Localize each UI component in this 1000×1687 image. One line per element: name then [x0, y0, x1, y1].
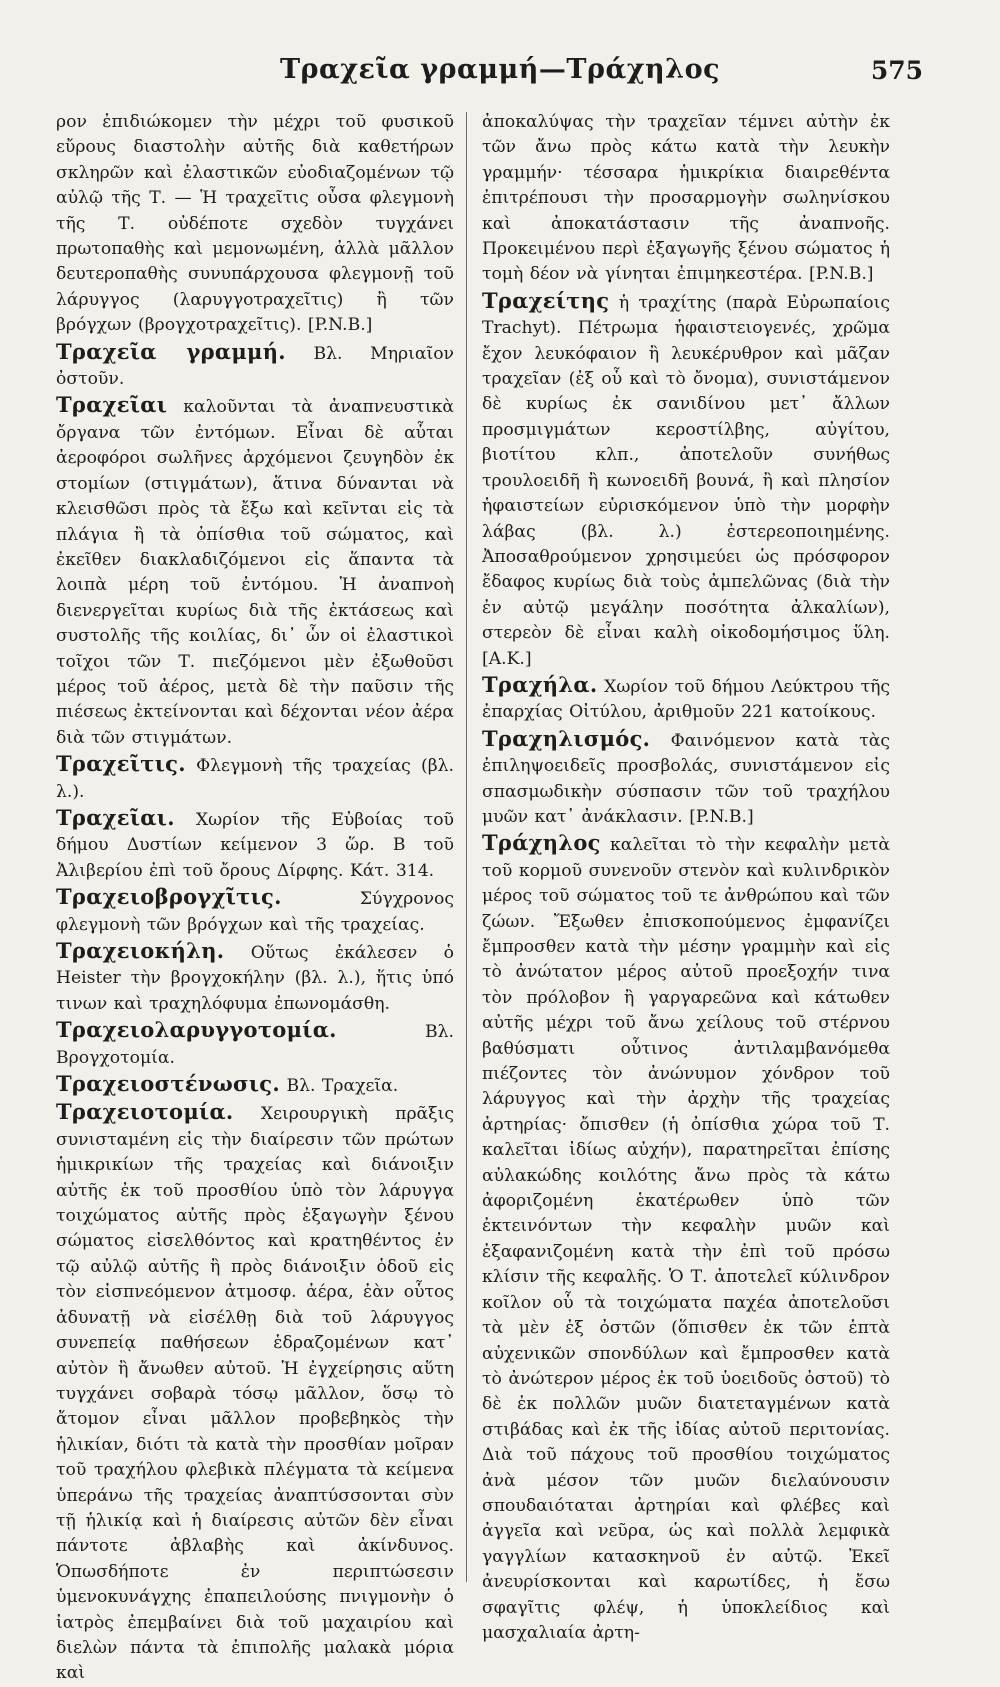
right-column — [482, 110, 891, 1643]
entry-text: καλοῦνται τὰ ἀναπνευστικὰ ὄργανα τῶν ἐντόμων. Εἶναι δὲ αὗται ἀεροφόροι σωλῆνες ἀρχόμενοι ζευγηδὸν ἐκ στομίων (στιγμάτων), ἅτινα δύνανται νὰ κλεισθῶσι πρὸς τὰ ἔξω καὶ κεῖνται εἰς τὰ πλάγια ἢ τὰ ὀπίσθια τοῦ σώματος, καὶ ἐκεῖθεν διακλαδιζόμενοι εἰς ἅπαντα τὰ λοιπὰ μέρη τοῦ ἐντόμου. Ἡ ἀναπνοὴ διενεργεῖται κυρίως διὰ τῆς ἐκτάσεως καὶ συστολῆς τῆς κοιλίας, δι᾽ ὧν οἱ ἐλαστικοὶ τοῖχοι τῶν Τ. πιεζόμενοι μὲν ἐξωθοῦσι μέρος τοῦ ἀέρος, μετὰ δὲ τὴν παῦσιν τῆς πιέσεως ἐκτείνονται καὶ δέχονται νέον ἀέρα διὰ τῶν στιγμάτων. — [56, 397, 454, 748]
dictionary-entry — [482, 726, 890, 831]
entry-headword: Τραχείτης — [482, 287, 610, 313]
entry-headword: Τραχεῖτις. — [56, 751, 186, 777]
entry-headword: Τραχειοστένωσις. — [56, 1071, 280, 1097]
dictionary-entry — [482, 672, 890, 726]
entry-headword: Τραχειολαρυγγοτομία. — [56, 1017, 337, 1043]
dictionary-entry — [56, 110, 454, 339]
entry-text: Χωρίον τῆς Εὐβοίας τοῦ δήμου Δυστίων κείμενον 3 ὥρ. Β τοῦ Ἀλιβερίου ἐπὶ τοῦ ὄρους Δίρφης. Κάτ. 314. — [56, 809, 454, 881]
page-number: 575 — [870, 56, 923, 85]
entry-headword: Τραχειοτομία. — [56, 1099, 234, 1125]
entry-text: Οὕτως ἐκάλεσεν ὁ Heister τὴν βρογχοκήλην (βλ. λ.), ἥτις ὑπό τινων καὶ τραχηλόφυμα ἐπωνομάσθη. — [56, 943, 454, 1014]
entry-headword: Τραχηλισμός. — [482, 725, 651, 751]
entry-text: ἀποκαλύψας τὴν τραχεῖαν τέμνει αὐτὴν ἐκ τῶν ἄνω πρὸς κάτω κατὰ τὴν λευκὴν γραμμήν· τέσσαρα ἡμικρίκια διαιρεθέντα ἐπιτρέπουσι τὴν προσαρμογὴν σωληνίσκου καὶ ἀποκατάστασιν τῆς ἀναπνοῆς. Προκειμένου περὶ ἐξαγωγῆς ξένου σώματος ἡ τομὴ δέον νὰ γίνηται ἐπιμηκεστέρα. [P.N.B.] — [482, 112, 890, 285]
entry-text: Φαινόμενον κατὰ τὰς ἐπιληψοειδεῖς προσβολάς, συνιστάμενον εἰς σπασμωδικὴν σύσπασιν τῶν τοῦ τραχήλου μυῶν κατ᾽ ἀνάκλασιν. [P.N.B.] — [482, 730, 891, 827]
entry-text: Φλεγμονὴ τῆς τραχείας (βλ. λ.). — [56, 756, 454, 802]
entry-text: ρον ἐπιδιώκομεν τὴν μέχρι τοῦ φυσικοῦ εὔρους διαστολὴν αὐτῆς διὰ καθετήρων σκληρῶν καὶ ἐλαστικῶν εὐοδιαζομένων τῷ αὐλῷ τῆς Τ. — Ἡ τραχεῖτις οὖσα φλεγμονὴ τῆς Τ. οὐδέποτε σχεδὸν τυγχάνει πρωτοπαθὴς καὶ μεμονωμένη, ἀλλὰ μᾶλλον δευτεροπαθὴς συνυπάρχουσα φλεγμονῇ τοῦ λάρυγγος (λαρυγγοτραχεῖτις) ἢ τῶν βρόγχων (βρογχοτραχεῖτις). [P.N.B.] — [56, 112, 454, 336]
entry-text: καλεῖται τὸ τὴν κεφαλὴν μετὰ τοῦ κορμοῦ συνενοῦν στενὸν καὶ κυλινδρικὸν μέρος τοῦ σώματος τοῦ τε ἀνθρώπου καὶ τῶν ζώων. Ἔξωθεν ἐπισκοπούμενος ἐμφανίζει ἔμπροσθεν κατὰ τὴν μέσην γραμμὴν καὶ εἰς τὸ ἀνώτατον μέρος αὐτοῦ προεξοχήν τινα τὸν πρόλοβον ἢ γαργαρεῶνα καὶ κάτωθεν αὐτῆς μέχρι τοῦ ἄνω χείλους τοῦ στέρνου βαθύσματι οὗτινος ἀντιλαμβανόμεθα πιέζοντες τὸν ἀνώνυμον χόνδρον τοῦ λάρυγγος καὶ τὴν ἀρχὴν τῆς τραχείας ἀρτηρίας· ὄπισθεν (ἡ ὀπίσθια χώρα τοῦ Τ. καλεῖται ἰδίως αὐχήν), παρατηρεῖται ἐπίσης αὐλακώδης κοιλότης ἄνω πρὸς τὰ κάτω ἀφοριζομένη ἑκατέρωθεν ὑπὸ τῶν ἐκτεινόντων τὴν κεφαλὴν μυῶν καὶ ἐξαφανιζομένη κατὰ τὴν ἐπὶ τοῦ πρόσω κλίσιν τῆς κεφαλῆς. Ὁ Τ. ἀποτελεῖ κύλινδρον κοῖλον οὗ τὰ τοιχώματα παχέα ἀποτελοῦσι τὰ μὲν ἐξ ὀστῶν (ὅπισθεν ἐκ τῶν ἑπτὰ αὐχενικῶν σπονδύλων καὶ ἔμπροσθεν κατὰ τὸ ἀνώτερον μέρος ἐκ τοῦ ὑοειδοῦς ὀστοῦ) τὸ δὲ ἐκ πολλῶν μυῶν διατεταγμένων κατὰ στιβάδας καὶ ἐκ τῆς ἰδίας αὐτοῦ περιτονίας. Διὰ τοῦ πάχους τοῦ προσθίου τοιχώματος ἀνὰ μέσον τῶν μυῶν διελαύνουσιν σπουδαιόταται ἀρτηρίαι καὶ φλέβες καὶ ἀγγεῖα καὶ νεῦρα, ὡς καὶ πολλὰ λεμφικὰ γαγγλίων κατασκηνοῦ ἐν αὐτῷ. Ἐκεῖ ἀνευρίσκονται καὶ καρωτίδες, ἡ ἔσω σφαγῖτις φλέψ, ἡ ὑποκλείδιος καὶ μασχαλιαία ἀρτη- — [482, 835, 891, 1643]
dictionary-entry — [482, 110, 890, 288]
entry-headword: Τραχήλα. — [482, 671, 598, 697]
dictionary-entry — [56, 751, 454, 805]
entry-text: Χειρουργικὴ πρᾶξις συνισταμένη εἰς τὴν διαίρεσιν τῶν πρώτων ἡμικρικίων τῆς τραχείας καὶ διάνοιξιν αὐτῆς ἐκ τοῦ προσθίου ὑπὸ τὸν λάρυγγα τοιχώματος αὐτῆς πρὸς ἐξαγωγὴν ξένου σώματος εἰσελθόντος καὶ κρατηθέντος ἐν τῷ αὐλῷ αὐτῆς ἢ πρὸς διάνοιξιν ὁδοῦ εἰς τὸν εἰσπνεόμενον ἀτμοσφ. ἀέρα, ἐὰν οὗτος ἀδυνατῇ νὰ εἰσέλθῃ διὰ τοῦ λάρυγγος συνεπείᾳ παθήσεων ἑδραζομένων κατ᾽ αὐτὸν ἢ ἄνωθεν αὐτοῦ. Ἡ ἐγχείρησις αὕτη τυγχάνει σοβαρὰ τόσῳ μᾶλλον, ὅσῳ τὸ ἄτομον εἶναι μᾶλλον προβεβηκὸς τὴν ἡλικίαν, διότι τὰ κατὰ τὴν προσθίαν μοῖραν τοῦ τραχήλου φλεβικὰ πλέγματα τὰ κείμενα ὑπεράνω τῆς τραχείας ἀναπτύσσονται σὺν τῇ ἡλικίᾳ καὶ ἡ διαίρεσις αὐτῶν δὲν εἶναι πάντοτε ἀβλαβὴς καὶ ἀκίνδυνος. Ὁπωσδήποτε ἐν περιπτώσεσιν ὑμενοκυνάγχης ἐπαπειλούσης πνιγμονὴν ὁ ἰατρὸς ἐπεμβαίνει διὰ τοῦ μαχαιρίου καὶ διελὼν πάντα τὰ ἐπιπολῆς μαλακὰ μόρια καὶ — [56, 1104, 454, 1684]
entry-text: Βλ. Μηριαῖον ὀστοῦν. — [56, 343, 454, 390]
entry-headword: Τραχεῖαι — [56, 392, 168, 418]
entry-text: Βλ. Τραχεῖα. — [286, 1076, 399, 1097]
dictionary-entry — [482, 288, 890, 672]
running-head — [50, 54, 950, 94]
dictionary-entry — [56, 1017, 454, 1071]
dictionary-entry — [56, 884, 454, 938]
entry-text: Βλ. Βρογχοτομία. — [56, 1022, 454, 1068]
entry-headword: Τραχειοκήλη. — [56, 938, 225, 963]
column-divider — [466, 112, 467, 1582]
dictionary-entry — [482, 830, 890, 1646]
entry-headword: Τραχεῖα γραμμή. — [56, 338, 286, 364]
entry-text: Σύγχρονος φλεγμονὴ τῶν βρόγχων καὶ τῆς τραχείας. — [56, 889, 454, 935]
dictionary-entry — [56, 339, 454, 393]
entry-text: Χωρίον τοῦ δήμου Λεύκτρου τῆς ἐπαρχίας Οἰτύλου, ἀριθμοῦν 221 κατοίκους. — [482, 676, 890, 723]
entry-text: ἡ τραχίτης (παρὰ Εὐρωπαίοις Trachyt). Πέτρωμα ἡφαιστειογενές, χρῶμα ἔχον λευκόφαιον ἢ λευκέρυθρον καὶ μᾶζαν τραχεῖαν (ἐξ οὗ καὶ τὸ ὄνομα), συνιστάμενον δὲ κυρίως ἐκ σανιδίνου μετ᾽ ἄλλων προσμιγμάτων κεροστίλβης, αὐγίτου, βιοτίτου κλπ., ἀποτελοῦν συνήθως τρουλοειδῆ ἢ κωνοειδῆ βουνά, ἢ καὶ πλησίον ἡφαιστείων εὑρισκόμενον ὑπὸ τὴν μορφὴν λάβας (βλ. λ.) ἐστερεοποιημένης. Ἀποσαθρούμενον χρησιμεύει ὡς πρόσφορον ἔδαφος κυρίως διὰ τοὺς ἀμπελῶνας (διὰ τὴν ἐν αὐτῷ μεγάλην ποσότητα ἀλκαλίων), στερεὸν δὲ εἶναι καλὴ οἰκοδομήσιμος ὕλη. [Α.Κ.] — [482, 292, 891, 669]
dictionary-entry — [56, 1071, 454, 1099]
dictionary-entry — [56, 392, 454, 751]
entry-headword: Τράχηλος — [482, 830, 601, 856]
entry-headword: Τραχειοβρογχῖτις. — [56, 884, 282, 910]
page-title: Τραχεῖα γραμμή—Τράχηλος — [279, 54, 721, 85]
dictionary-entry — [56, 938, 454, 1017]
left-column — [56, 110, 454, 1684]
dictionary-entry — [56, 1099, 454, 1686]
entry-headword: Τραχεῖαι. — [56, 804, 175, 830]
dictionary-entry — [56, 805, 454, 884]
